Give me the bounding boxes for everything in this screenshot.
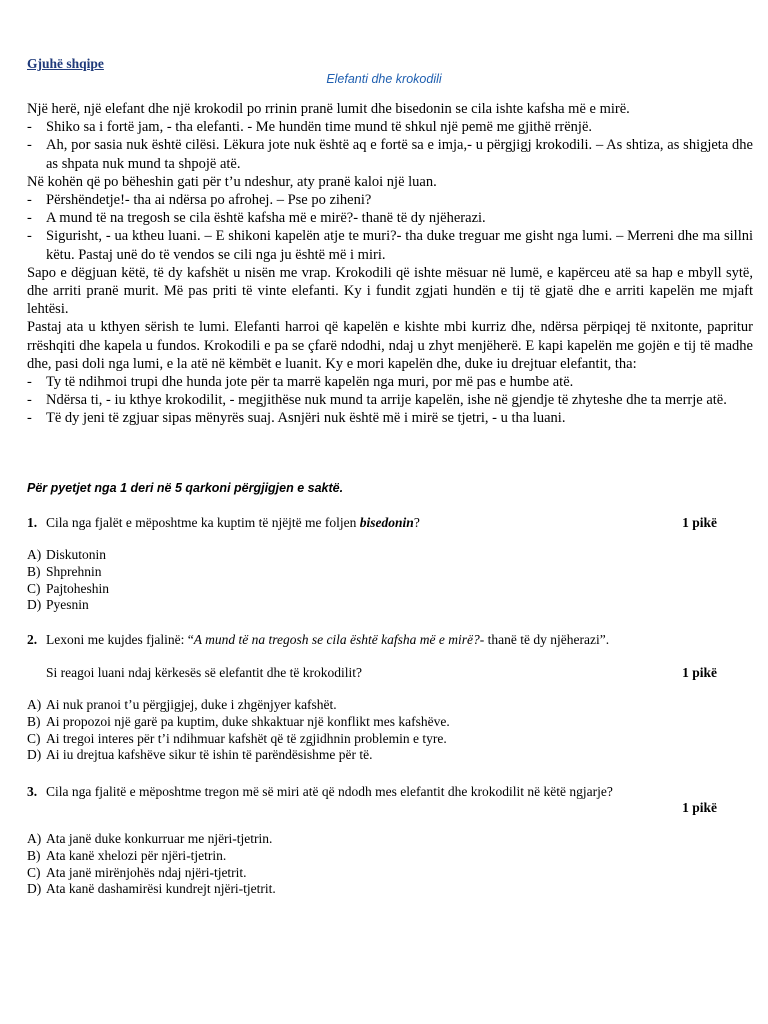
dialogue-text: Ndërsa ti, - iu kthye krokodilit, - megjithëse nuk mund ta arrije kapelën, ishe në gjendje të zhyteshe dhe ta merrje atë. bbox=[46, 392, 727, 409]
dialogue-dash: - bbox=[27, 410, 32, 427]
answer-option[interactable] bbox=[27, 581, 717, 598]
answer-option[interactable] bbox=[27, 547, 717, 564]
answer-option[interactable] bbox=[27, 848, 717, 865]
dialogue-dash: - bbox=[27, 210, 32, 227]
answer-option[interactable] bbox=[27, 731, 717, 748]
question-text: Cila nga fjalitë e mëposhtme tregon më së miri atë që ndodh mes elefantit dhe krokodilit në këtë ngjarje? bbox=[46, 784, 613, 799]
question-number: 3. bbox=[27, 784, 38, 799]
story-text bbox=[27, 100, 753, 428]
dialogue-line bbox=[27, 209, 753, 227]
answer-option[interactable] bbox=[27, 697, 717, 714]
option-letter: B) bbox=[27, 847, 41, 863]
subject-heading: Gjuhë shqipe bbox=[27, 56, 104, 71]
option-text: Diskutonin bbox=[46, 547, 107, 562]
question-text bbox=[46, 632, 717, 648]
question-line bbox=[27, 515, 717, 531]
question-2 bbox=[27, 632, 717, 764]
option-letter: A) bbox=[27, 547, 42, 562]
question-points: 1 pikë bbox=[682, 800, 717, 815]
question-text-part: Cila nga fjalët e mëposhtme ka kuptim të njëjtë me foljen bbox=[46, 515, 360, 530]
answer-option[interactable] bbox=[27, 881, 717, 898]
dialogue-dash: - bbox=[27, 137, 32, 154]
answer-option[interactable] bbox=[27, 597, 717, 614]
question-text-part: Lexoni me kujdes fjalinë: “ bbox=[46, 632, 194, 647]
dialogue-line bbox=[27, 136, 753, 172]
option-letter: A) bbox=[27, 697, 42, 712]
answer-option[interactable] bbox=[27, 564, 717, 581]
answer-option[interactable] bbox=[27, 747, 717, 764]
option-text: Ata janë mirënjohës ndaj njëri-tjetrit. bbox=[46, 864, 247, 880]
option-letter: D) bbox=[27, 747, 42, 763]
answer-option[interactable] bbox=[27, 831, 717, 848]
option-letter: B) bbox=[27, 713, 41, 729]
dialogue-text: Ah, por sasia nuk është cilësi. Lëkura jote nuk është aq e fortë sa e imja,- u përgjigj krokodili. – As shtiza, as shigjeta dhe as shpata nuk mund ta shpojë atë. bbox=[46, 137, 753, 172]
dialogue-text: Përshëndetje!- tha ai ndërsa po afrohej. – Pse po ziheni? bbox=[46, 192, 372, 209]
dialogue-line bbox=[27, 191, 753, 209]
question-emphasis: bisedonin bbox=[359, 515, 414, 530]
question-points: 1 pikë bbox=[682, 665, 717, 680]
option-text: Ai tregoi interes për t’i ndihmuar kafshët që të zgjidhnin problemin e tyre. bbox=[46, 730, 447, 746]
story-paragraph: Një herë, një elefant dhe një krokodil po rrinin pranë lumit dhe bisedonin se cila ishte kafsha më e mirë. bbox=[27, 101, 630, 117]
option-letter: A) bbox=[27, 831, 42, 846]
answer-option[interactable] bbox=[27, 714, 717, 731]
question-line bbox=[27, 632, 717, 648]
story-title: Elefanti dhe krokodili bbox=[326, 72, 442, 86]
option-text: Ata janë duke konkurruar me njëri-tjetrin. bbox=[46, 831, 273, 846]
option-text: Ai nuk pranoi t’u përgjigjej, duke i zhgënjyer kafshët. bbox=[46, 697, 337, 712]
question-text-part: ? bbox=[413, 515, 420, 530]
dialogue-line bbox=[27, 409, 753, 427]
answer-option[interactable] bbox=[27, 865, 717, 882]
option-letter: D) bbox=[27, 597, 42, 613]
question-emphasis: A mund të na tregosh se cila është kafsha më e mirë?- bbox=[193, 632, 485, 647]
dialogue-text: Sigurisht, - ua ktheu luani. – E shikoni kapelën atje te muri?- tha duke treguar me gisht nga lumi. – Merreni dhe ma sillni këtu. Pastaj unë do të vendos se cili nga ju është më i miri. bbox=[46, 228, 753, 263]
story-paragraph: Pastaj ata u kthyen sërish te lumi. Elefanti harroi që kapelën e kishte mbi kurriz dhe, ndërsa përpiqej të nxitonte, papritur rrëshqiti dhe kapela u fundos. Krokodili e pa se çfarë ndodhi, ndaj u zhyt menjëherë. E kapi kapelën me gojën e tij të madhe dhe, pasi doli nga lumi, e la atë në këmbët e luanit. Ky e mori kapelën dhe, duke iu drejtuar elefantit, tha: bbox=[27, 319, 753, 372]
dialogue-dash: - bbox=[27, 392, 32, 409]
option-text: Shprehnin bbox=[46, 563, 102, 579]
option-letter: C) bbox=[27, 580, 41, 596]
dialogue-line bbox=[27, 373, 753, 391]
answer-options bbox=[27, 831, 717, 898]
dialogue-dash: - bbox=[27, 374, 32, 391]
question-line bbox=[27, 784, 717, 800]
answer-options bbox=[27, 547, 717, 614]
answer-options bbox=[27, 697, 717, 764]
dialogue-text: Shiko sa i fortë jam, - tha elefanti. - Me hundën time mund të shkul një pemë me gjithë rrënjë. bbox=[46, 119, 593, 136]
question-text bbox=[46, 515, 717, 531]
dialogue-dash: - bbox=[27, 192, 32, 209]
dialogue-line bbox=[27, 391, 753, 409]
option-text: Pyesnin bbox=[46, 597, 89, 613]
option-letter: B) bbox=[27, 563, 41, 579]
dialogue-dash: - bbox=[27, 119, 32, 136]
dialogue-dash: - bbox=[27, 228, 32, 245]
question-subline bbox=[27, 665, 717, 681]
option-letter: C) bbox=[27, 864, 41, 880]
option-text: Pajtoheshin bbox=[46, 580, 109, 596]
option-text: Ata kanë dashamirësi kundrejt njëri-tjetrit. bbox=[46, 881, 276, 897]
dialogue-line bbox=[27, 227, 753, 263]
question-subtext: Si reagoi luani ndaj kërkesës së elefantit dhe të krokodilit? bbox=[46, 665, 363, 680]
question-number: 2. bbox=[27, 632, 38, 647]
option-letter: D) bbox=[27, 881, 42, 897]
option-text: Ata kanë xhelozi për njëri-tjetrin. bbox=[46, 847, 227, 863]
dialogue-text: A mund të na tregosh se cila është kafsha më e mirë?- thanë të dy njëherazi. bbox=[46, 210, 486, 227]
option-letter: C) bbox=[27, 730, 41, 746]
question-1 bbox=[27, 515, 717, 614]
story-paragraph: Sapo e dëgjuan këtë, të dy kafshët u nisën me vrap. Krokodili që ishte mësuar në lumë, e kapërceu atë sa hap e mbyll sytë, dhe arriti pranë murit. Më pas priti të vinte elefanti. Ky i fundit zgjati hundën e tij të gjatë dhe e arriti kapelën me mjaft lehtësi. bbox=[27, 264, 753, 318]
question-3 bbox=[27, 784, 717, 898]
question-number: 1. bbox=[27, 515, 38, 530]
story-paragraph: Në kohën që po bëheshin gati për t’u ndeshur, aty pranë kaloi një luan. bbox=[27, 173, 437, 190]
dialogue-text: Ty të ndihmoi trupi dhe hunda jote për ta marrë kapelën nga muri, por më pas e humbe atë. bbox=[46, 374, 574, 391]
questions-instruction: Për pyetjet nga 1 deri në 5 qarkoni përgjigjen e saktë. bbox=[27, 481, 344, 495]
option-text: Ai propozoi një garë pa kuptim, duke shkaktuar një konflikt mes kafshëve. bbox=[46, 713, 450, 729]
dialogue-text: Të dy jeni të zgjuar sipas mënyrës suaj. Asnjëri nuk është më i mirë se tjetri, - u tha luani. bbox=[46, 410, 566, 427]
dialogue-line bbox=[27, 118, 753, 136]
question-text-part: thanë të dy njëherazi”. bbox=[484, 632, 610, 647]
question-points: 1 pikë bbox=[682, 515, 717, 530]
option-text: Ai iu drejtua kafshëve sikur të ishin të parëndësishme për të. bbox=[46, 747, 373, 763]
